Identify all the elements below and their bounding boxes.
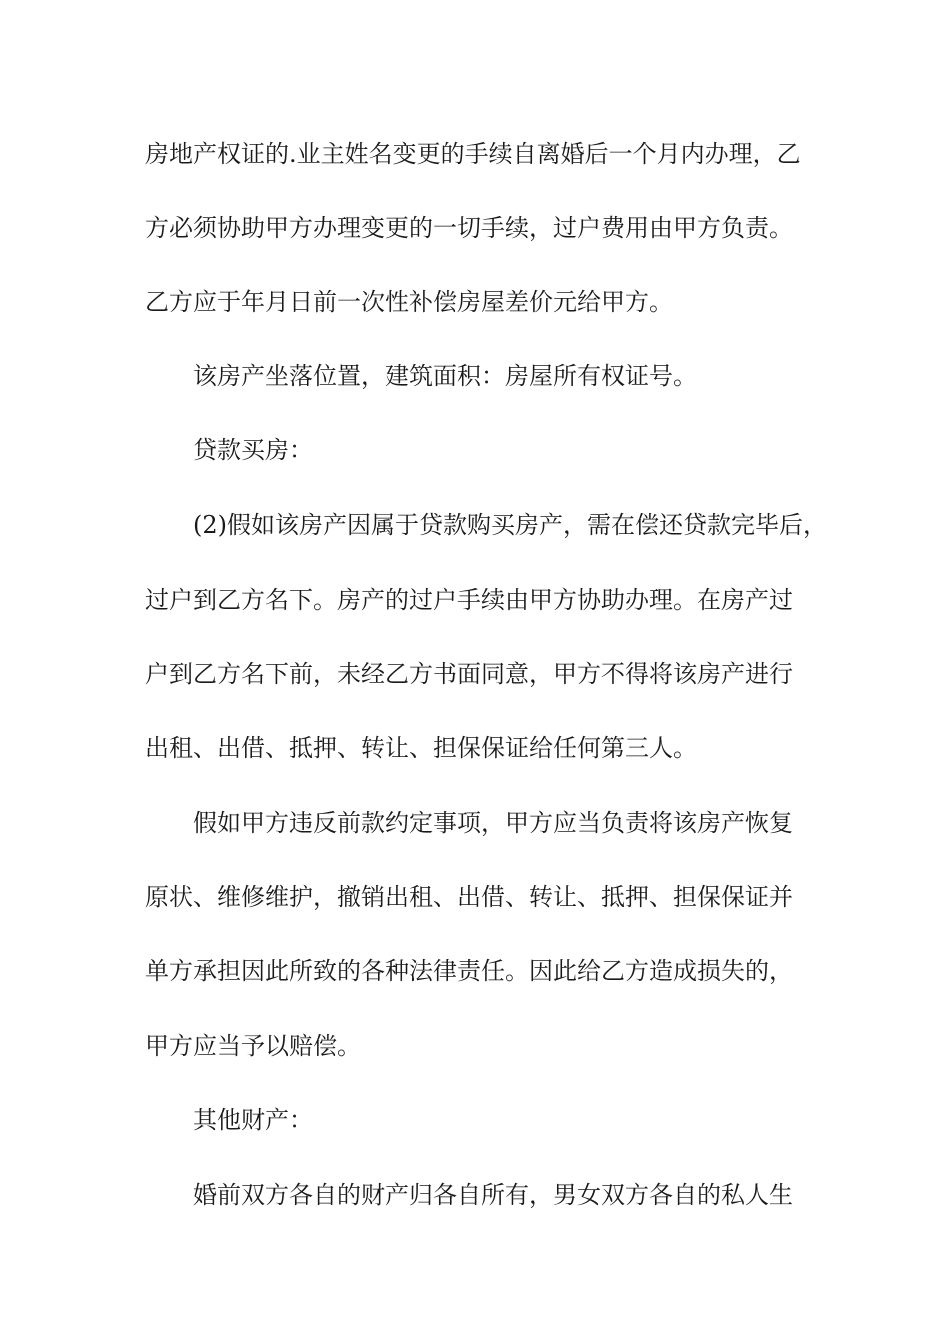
text-line: 房地产权证的.业主姓名变更的手续自离婚后一个月内办理，乙	[145, 140, 801, 168]
paragraph-start: 该房产坐落位置，建筑面积：房屋所有权证号。	[193, 362, 697, 390]
paragraph-start: 婚前双方各自的财产归各自所有，男女双方各自的私人生	[193, 1181, 793, 1209]
text-line: 甲方应当予以赔偿。	[145, 1032, 361, 1060]
section-heading: 贷款买房：	[193, 436, 313, 464]
paragraph-start: 假如甲方违反前款约定事项，甲方应当负责将该房产恢复	[193, 809, 793, 837]
text-line: 原状、维修维护，撤销出租、出借、转让、抵押、担保保证并	[145, 883, 793, 911]
text-line: 户到乙方名下前，未经乙方书面同意，甲方不得将该房产进行	[145, 660, 793, 688]
paragraph-start: (2)假如该房产因属于贷款购买房产，需在偿还贷款完毕后，	[193, 511, 827, 539]
text-line: 方必须协助甲方办理变更的一切手续，过户费用由甲方负责。	[145, 214, 793, 242]
text-line: 单方承担因此所致的各种法律责任。因此给乙方造成损失的，	[145, 957, 793, 985]
section-heading: 其他财产：	[193, 1106, 313, 1134]
text-line: 过户到乙方名下。房产的过户手续由甲方协助办理。在房产过	[145, 586, 793, 614]
text-line: 乙方应于年月日前一次性补偿房屋差价元给甲方。	[145, 288, 673, 316]
text-line: 出租、出借、抵押、转让、担保保证给任何第三人。	[145, 734, 697, 762]
